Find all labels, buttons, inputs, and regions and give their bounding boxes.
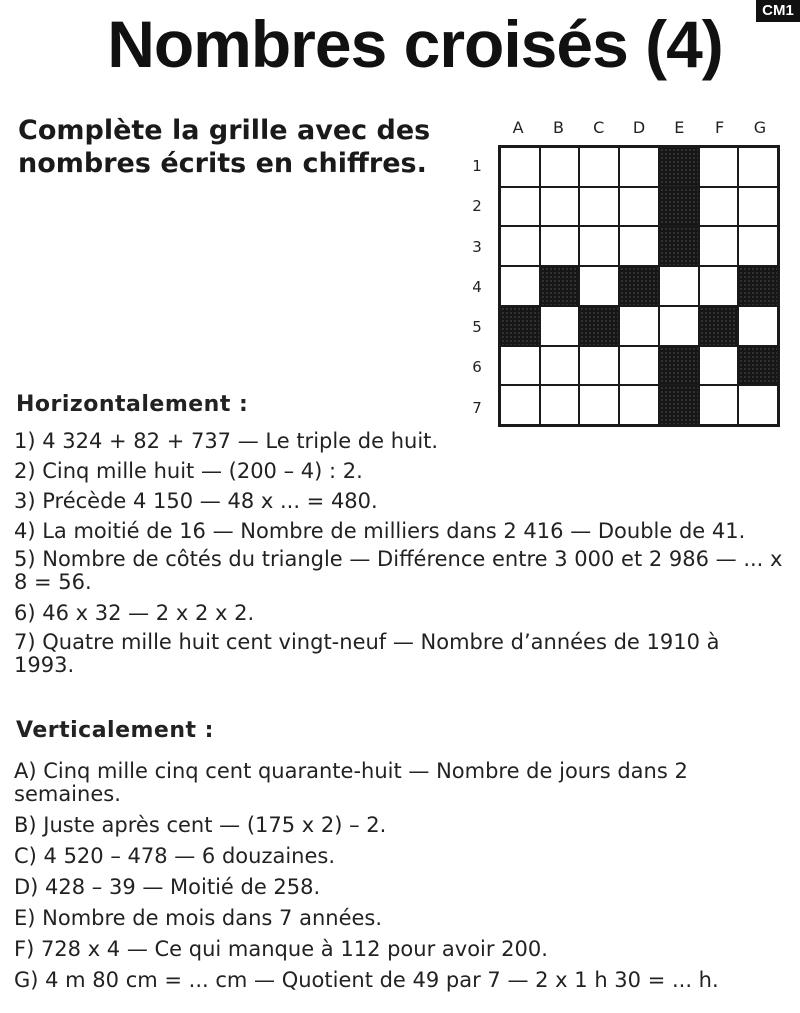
answer-cell[interactable] <box>579 266 619 306</box>
black-cell <box>659 147 699 187</box>
black-cell <box>579 306 619 346</box>
answer-cell[interactable] <box>500 226 540 266</box>
clue-ve: E) Nombre de mois dans 7 années. <box>14 906 383 930</box>
clue-vf: F) 728 x 4 — Ce qui manque à 112 pour avoir 200. <box>14 937 548 961</box>
vertical-clues <box>14 760 794 994</box>
answer-cell[interactable] <box>540 147 580 187</box>
clue-h4: 4) La moitié de 16 — Nombre de milliers dans 2 416 — Double de 41. <box>14 519 746 543</box>
clue-va: A) Cinq mille cinq cent quarante-huit — Nombre de jours dans 2 semaines. <box>14 759 688 806</box>
column-label-b: B <box>552 118 564 137</box>
answer-cell[interactable] <box>579 385 619 425</box>
black-cell <box>659 346 699 386</box>
answer-cell[interactable] <box>500 147 540 187</box>
row-label-6: 6 <box>472 358 482 377</box>
column-labels <box>498 118 780 137</box>
clue-vb: B) Juste après cent — (175 x 2) – 2. <box>14 813 387 837</box>
row-label-4: 4 <box>472 277 482 296</box>
answer-cell[interactable] <box>540 187 580 227</box>
clue-vd: D) 428 – 39 — Moitié de 258. <box>14 875 321 899</box>
clue-h2: 2) Cinq mille huit — (200 – 4) : 2. <box>14 459 363 483</box>
clue-h1: 1) 4 324 + 82 + 737 — Le triple de huit. <box>14 429 439 453</box>
crossword-grid <box>498 145 780 427</box>
black-cell <box>659 187 699 227</box>
row-label-1: 1 <box>472 157 482 175</box>
answer-cell[interactable] <box>699 226 739 266</box>
column-label-f: F <box>715 118 725 137</box>
answer-cell[interactable] <box>540 226 580 266</box>
answer-cell[interactable] <box>500 266 540 306</box>
black-cell <box>540 266 580 306</box>
instruction-text: Complète la grille avec des nombres écrits en chiffres. <box>18 115 431 179</box>
answer-cell[interactable] <box>619 147 659 187</box>
black-cell <box>619 266 659 306</box>
black-cell <box>659 385 699 425</box>
black-cell <box>699 306 739 346</box>
answer-cell[interactable] <box>540 346 580 386</box>
answer-cell[interactable] <box>738 226 778 266</box>
answer-cell[interactable] <box>699 266 739 306</box>
answer-cell[interactable] <box>619 346 659 386</box>
answer-cell[interactable] <box>619 187 659 227</box>
answer-cell[interactable] <box>579 346 619 386</box>
row-label-2: 2 <box>472 197 482 216</box>
page-title: Nombres croisés (4) <box>107 7 723 81</box>
answer-cell[interactable] <box>579 187 619 227</box>
black-cell <box>500 306 540 346</box>
answer-cell[interactable] <box>738 147 778 187</box>
answer-cell[interactable] <box>619 306 659 346</box>
answer-cell[interactable] <box>500 385 540 425</box>
black-cell <box>738 266 778 306</box>
answer-cell[interactable] <box>738 306 778 346</box>
vertical-heading: Verticalement : <box>16 718 214 743</box>
row-labels <box>465 146 489 428</box>
answer-cell[interactable] <box>540 385 580 425</box>
row-label-3: 3 <box>472 237 482 256</box>
answer-cell[interactable] <box>500 187 540 227</box>
answer-cell[interactable] <box>619 226 659 266</box>
answer-cell[interactable] <box>699 346 739 386</box>
column-label-e: E <box>674 118 685 137</box>
answer-cell[interactable] <box>738 187 778 227</box>
column-label-a: A <box>512 118 524 137</box>
clue-h3: 3) Précède 4 150 — 48 x ... = 480. <box>14 489 378 513</box>
column-label-g: G <box>753 118 767 137</box>
answer-cell[interactable] <box>699 385 739 425</box>
column-label-c: C <box>593 118 605 137</box>
black-cell <box>738 346 778 386</box>
clue-h5: 5) Nombre de côtés du triangle — Différence entre 3 000 et 2 986 — ... x 8 = 56. <box>14 547 783 594</box>
column-label-d: D <box>632 118 646 137</box>
answer-cell[interactable] <box>659 266 699 306</box>
answer-cell[interactable] <box>579 226 619 266</box>
black-cell <box>659 226 699 266</box>
row-label-5: 5 <box>472 318 482 337</box>
horizontal-clues <box>14 428 794 677</box>
answer-cell[interactable] <box>699 147 739 187</box>
answer-cell[interactable] <box>659 306 699 346</box>
row-label-7: 7 <box>472 398 482 417</box>
answer-cell[interactable] <box>500 346 540 386</box>
horizontal-heading: Horizontalement : <box>16 392 249 417</box>
answer-cell[interactable] <box>699 187 739 227</box>
answer-cell[interactable] <box>579 147 619 187</box>
answer-cell[interactable] <box>738 385 778 425</box>
clue-h7: 7) Quatre mille huit cent vingt-neuf — Nombre d’années de 1910 à 1993. <box>14 630 720 677</box>
clue-h6: 6) 46 x 32 — 2 x 2 x 2. <box>14 601 255 625</box>
answer-cell[interactable] <box>540 306 580 346</box>
clue-vg: G) 4 m 80 cm = ... cm — Quotient de 49 par 7 — 2 x 1 h 30 = ... h. <box>14 968 719 992</box>
answer-cell[interactable] <box>619 385 659 425</box>
level-badge: CM1 <box>756 0 800 22</box>
clue-vc: C) 4 520 – 478 — 6 douzaines. <box>14 844 336 868</box>
